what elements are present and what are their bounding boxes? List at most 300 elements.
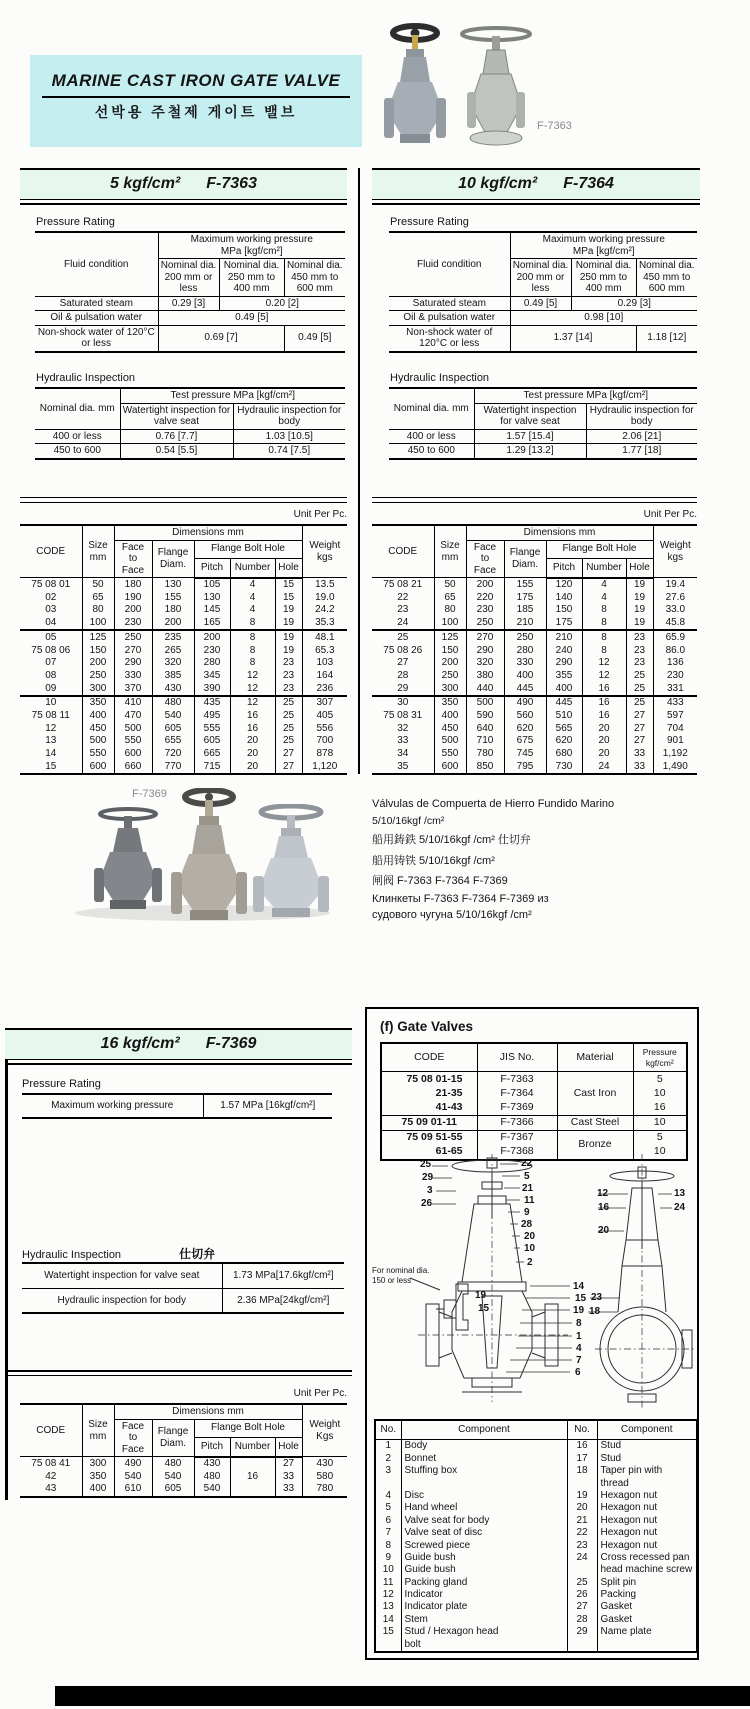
multilingual-description — [372, 798, 614, 926]
gate-valves-table — [380, 1042, 688, 1161]
table-cell: 450 to 600 — [35, 444, 120, 459]
table-cell: Flange Diam. — [152, 540, 194, 578]
table-cell: 1.73 MPa[17.6kgf/cm²] — [222, 1263, 344, 1288]
table-cell: 550 — [114, 735, 152, 748]
table-cell: Split pin — [597, 1577, 697, 1589]
table-cell: Stud / Hexagon head — [401, 1626, 567, 1638]
table-cell: Disc — [401, 1490, 567, 1502]
table-cell: Nominal dia. 450 mm to 600 mm — [636, 259, 697, 297]
band-pressure: 10 kgf/cm² — [458, 175, 538, 192]
table-row — [20, 657, 347, 670]
table-cell: 25 — [626, 696, 653, 710]
callout-number: 24 — [674, 1202, 686, 1213]
table-row — [381, 1043, 687, 1072]
header-box — [30, 55, 362, 147]
table-row — [381, 1115, 687, 1130]
table-cell: 400 or less — [389, 429, 474, 444]
table-cell: 0.74 [7.5] — [233, 444, 345, 459]
table-cell: 555 — [194, 722, 230, 735]
table-row — [375, 1490, 697, 1502]
callout-number: 12 — [597, 1188, 609, 1199]
table-cell: 16 — [567, 1440, 597, 1453]
pressure-rating-table-f7364 — [389, 231, 697, 353]
table-cell: 8 — [230, 617, 275, 631]
table-cell: Flange Bolt Hole — [194, 540, 302, 558]
table-cell: 75 08 11 — [20, 709, 82, 722]
callout-number: 3 — [427, 1185, 433, 1196]
table-cell: 0.49 [5] — [158, 311, 345, 326]
table-cell: 680 — [546, 747, 582, 760]
callout-number: 19 — [475, 1290, 487, 1301]
table-cell: 75 08 01 — [20, 578, 82, 592]
table-cell: 5 — [633, 1072, 687, 1087]
table-cell: 12 — [375, 1589, 401, 1601]
divider — [372, 497, 697, 498]
table-cell: Flange Bolt Hole — [546, 540, 653, 558]
table-cell: 440 — [466, 682, 504, 696]
table-cell: Hole — [275, 1437, 302, 1456]
table-row — [372, 722, 697, 735]
table-cell: 27 — [275, 760, 302, 774]
table-row — [20, 722, 347, 735]
table-cell: Pitch — [194, 558, 230, 577]
section-band-f7363 — [20, 168, 347, 200]
table-cell: 27 — [626, 722, 653, 735]
table-row — [372, 617, 697, 631]
table-cell: Taper pin with thread — [597, 1465, 697, 1490]
table-cell: 500 — [82, 735, 114, 748]
table-cell: 320 — [466, 657, 504, 670]
table-cell: Watertight inspection for valve seat — [474, 403, 586, 429]
table-cell: Guide bush — [401, 1552, 567, 1564]
table-cell: 435 — [194, 696, 230, 710]
table-cell: 8 — [230, 644, 275, 657]
table-cell: 75 08 41 — [20, 1457, 82, 1471]
table-row — [20, 1470, 347, 1483]
table-cell: 140 — [546, 591, 582, 604]
table-cell: 490 — [114, 1457, 152, 1471]
table-cell: 8 — [582, 604, 626, 617]
table-cell: 0.69 [7] — [158, 325, 284, 352]
table-row — [375, 1465, 697, 1490]
table-cell: Nominal dia. 200 mm or less — [510, 259, 571, 297]
table-cell: 250 — [466, 617, 504, 631]
table-cell: 270 — [466, 630, 504, 644]
table-cell: 19 — [567, 1490, 597, 1502]
table-cell: 21-35 — [381, 1086, 477, 1100]
table-cell: 120 — [546, 578, 582, 592]
table-cell: 25 — [626, 682, 653, 696]
table-cell: Flange Diam. — [152, 1419, 194, 1457]
table-cell: 103 — [302, 657, 347, 670]
table-cell: Nominal dia. 450 mm to 600 mm — [284, 259, 345, 297]
table-cell: Maximum working pressure MPa [kgf/cm²] — [158, 232, 345, 259]
table-row — [372, 657, 697, 670]
section-divider-line — [358, 168, 360, 774]
callout-number: 15 — [478, 1303, 490, 1314]
table-cell: Number — [230, 558, 275, 577]
table-cell: 27.6 — [653, 591, 697, 604]
table-cell: Watertight inspection for valve seat — [120, 403, 233, 429]
table-cell: 27 — [567, 1601, 597, 1613]
table-cell: 1.37 [14] — [510, 325, 636, 352]
table-cell: 27 — [275, 1457, 302, 1471]
table-cell: 50 — [82, 578, 114, 592]
table-cell: 25 — [275, 709, 302, 722]
table-cell: 200 — [114, 604, 152, 617]
table-cell: Material — [557, 1043, 633, 1072]
band-code: F-7364 — [563, 175, 614, 192]
unit-per-pc-label: Unit Per Pc. — [293, 509, 347, 520]
table-cell: Nominal dia. 200 mm or less — [158, 259, 219, 297]
table-row — [375, 1527, 697, 1539]
table-cell: 150 — [546, 604, 582, 617]
table-row — [20, 630, 347, 644]
table-cell: 22 — [567, 1527, 597, 1539]
table-cell: F-7364 — [477, 1086, 557, 1100]
table-cell: 8 — [230, 630, 275, 644]
table-cell: 0.98 [10] — [510, 311, 697, 326]
table-cell: Guide bush — [401, 1564, 567, 1576]
table-cell: 236 — [302, 682, 347, 696]
table-cell: 230 — [653, 669, 697, 682]
hydraulic-inspection-label: Hydraulic Inspection — [390, 372, 490, 384]
callout-number: 23 — [591, 1292, 603, 1303]
table-cell: Flange Bolt Hole — [194, 1419, 302, 1437]
table-cell: 24 — [582, 760, 626, 774]
table-cell: 09 — [20, 682, 82, 696]
table-cell: 10 — [633, 1145, 687, 1160]
table-cell: 175 — [504, 591, 546, 604]
table-cell: 15 — [375, 1626, 401, 1638]
table-row — [20, 760, 347, 774]
table-cell: 480 — [194, 1470, 230, 1483]
table-cell: 265 — [152, 644, 194, 657]
table-cell: 2.36 MPa[24kgf/cm²] — [222, 1288, 344, 1313]
table-cell: 33.0 — [653, 604, 697, 617]
table-row — [375, 1515, 697, 1527]
table-cell: 23 — [626, 630, 653, 644]
table-cell: 10 — [633, 1115, 687, 1130]
table-cell: 580 — [302, 1470, 347, 1483]
table-cell: 605 — [194, 735, 230, 748]
table-cell: 21 — [567, 1515, 597, 1527]
table-row — [381, 1072, 687, 1087]
table-cell: 105 — [194, 578, 230, 592]
table-cell: 620 — [546, 735, 582, 748]
table-cell: 300 — [82, 1457, 114, 1471]
callout-number: 22 — [521, 1158, 533, 1169]
table-cell: 370 — [114, 682, 152, 696]
table-cell: 490 — [504, 696, 546, 710]
table-cell: head machine screw — [597, 1564, 697, 1576]
table-cell: Hexagon nut — [597, 1490, 697, 1502]
table-cell: 28 — [372, 669, 434, 682]
table-cell: 19 — [626, 617, 653, 631]
band-code: F-7363 — [206, 175, 257, 192]
table-cell: 470 — [114, 709, 152, 722]
table-cell: 556 — [302, 722, 347, 735]
table-cell: 1.77 [18] — [586, 444, 697, 459]
table-cell: 33 — [626, 760, 653, 774]
table-cell: 33 — [275, 1483, 302, 1497]
table-cell: 155 — [504, 578, 546, 592]
table-cell: 23 — [626, 657, 653, 670]
table-cell: Stuffing box — [401, 1465, 567, 1490]
table-cell: 445 — [504, 682, 546, 696]
table-cell: 0.76 [7.7] — [120, 429, 233, 444]
callout-number: 2 — [527, 1257, 533, 1268]
table-cell: Nominal dia. mm — [389, 388, 474, 429]
table-cell: Hole — [626, 558, 653, 577]
table-cell: Bronze — [557, 1130, 633, 1160]
band-code: F-7369 — [205, 1035, 257, 1052]
table-cell: Nominal dia. 250 mm to 400 mm — [219, 259, 284, 297]
table-cell: Weight kgs — [302, 525, 347, 578]
table-cell: 710 — [466, 735, 504, 748]
section-band-f7364 — [372, 168, 700, 200]
table-cell: 03 — [20, 604, 82, 617]
table-cell: 6 — [375, 1515, 401, 1527]
page-title: MARINE CAST IRON GATE VALVE — [51, 71, 341, 90]
table-cell: Hexagon nut — [597, 1527, 697, 1539]
table-cell — [375, 1639, 401, 1652]
table-cell: 34 — [372, 747, 434, 760]
table-cell: CODE — [372, 525, 434, 578]
title-divider — [42, 96, 350, 98]
table-row — [375, 1614, 697, 1626]
table-cell: 10 — [20, 696, 82, 710]
table-cell: 18 — [567, 1465, 597, 1490]
table-cell: 655 — [152, 735, 194, 748]
table-cell: CODE — [381, 1043, 477, 1072]
table-cell: 13.5 — [302, 578, 347, 592]
table-cell: 345 — [194, 669, 230, 682]
table-cell: 8 — [582, 630, 626, 644]
table-cell: Weight kgs — [653, 525, 697, 578]
table-row — [20, 591, 347, 604]
hydraulic-inspection-table-f7363 — [35, 387, 345, 460]
description-jp: 船用鋳鉄 5/10/16kgf /cm² 仕切弁 — [372, 834, 531, 846]
table-cell: 280 — [194, 657, 230, 670]
table-cell: 145 — [194, 604, 230, 617]
table-cell: 5 — [375, 1502, 401, 1514]
table-cell: 8 — [582, 617, 626, 631]
table-cell: 14 — [375, 1614, 401, 1626]
table-cell: Stud — [597, 1453, 697, 1465]
table-cell: 16 — [230, 1457, 275, 1497]
table-cell: CODE — [20, 1404, 82, 1457]
table-cell: 235 — [152, 630, 194, 644]
band-pressure: 16 kgf/cm² — [100, 1035, 180, 1052]
table-cell: 17 — [567, 1453, 597, 1465]
table-cell: 715 — [194, 760, 230, 774]
table-cell: 780 — [466, 747, 504, 760]
table-cell: 29 — [567, 1626, 597, 1638]
section-border-line — [5, 1028, 8, 1500]
table-cell: 250 — [434, 669, 466, 682]
table-cell: Valve seat for body — [401, 1515, 567, 1527]
component-table — [374, 1419, 698, 1653]
table-cell: 250 — [82, 669, 114, 682]
table-cell: 450 — [82, 722, 114, 735]
table-cell: 24 — [372, 617, 434, 631]
callout-number: 15 — [575, 1293, 587, 1304]
table-row — [20, 735, 347, 748]
table-cell — [567, 1564, 597, 1576]
table-row — [372, 760, 697, 774]
table-cell: 165 — [194, 617, 230, 631]
table-cell: Bonnet — [401, 1453, 567, 1465]
description-es-2: 5/10/16kgf /cm² — [372, 814, 445, 827]
table-cell: F-7367 — [477, 1130, 557, 1145]
table-cell: 1,120 — [302, 760, 347, 774]
table-cell: Hexagon nut — [597, 1540, 697, 1552]
description-cn: 船用铸铁 5/10/16kgf /cm² — [372, 854, 495, 867]
table-cell: 75 08 31 — [372, 709, 434, 722]
table-cell: 33 — [626, 747, 653, 760]
table-cell: 730 — [546, 760, 582, 774]
callout-number: 6 — [575, 1367, 581, 1378]
table-cell: Hydraulic inspection for body — [233, 403, 345, 429]
table-cell: 200 — [194, 630, 230, 644]
valve-photo-tall — [166, 788, 252, 928]
table-cell: 185 — [504, 604, 546, 617]
callout-number: 19 — [573, 1305, 585, 1316]
table-cell: 597 — [653, 709, 697, 722]
table-cell: 8 — [582, 644, 626, 657]
table-cell: 24.2 — [302, 604, 347, 617]
description-ru-2: судового чугуна 5/10/16kgf /cm² — [372, 909, 532, 921]
hydraulic-inspection-table-f7369 — [22, 1262, 344, 1314]
table-cell: 210 — [546, 630, 582, 644]
table-cell: 300 — [434, 682, 466, 696]
callout-number: 29 — [422, 1172, 434, 1183]
table-cell: 20 — [230, 760, 275, 774]
table-cell: 10 — [375, 1564, 401, 1576]
table-cell: 130 — [152, 578, 194, 592]
table-cell: F-7368 — [477, 1145, 557, 1160]
unit-per-pc-label: Unit Per Pc. — [643, 509, 697, 520]
table-cell: 8 — [230, 657, 275, 670]
table-cell: 164 — [302, 669, 347, 682]
table-cell: 19 — [626, 604, 653, 617]
table-cell: 290 — [546, 657, 582, 670]
table-cell: 50 — [434, 578, 466, 592]
table-cell: 16 — [230, 709, 275, 722]
table-cell: 330 — [504, 657, 546, 670]
table-row — [20, 1457, 347, 1471]
table-cell: 0.49 [5] — [284, 325, 345, 352]
table-cell: Test pressure MPa [kgf/cm²] — [474, 388, 697, 403]
callout-number: 13 — [674, 1188, 686, 1199]
table-cell: 230 — [194, 644, 230, 657]
table-cell: 480 — [152, 1457, 194, 1471]
table-cell: 130 — [194, 591, 230, 604]
table-cell: 30 — [372, 696, 434, 710]
callout-number: 5 — [524, 1171, 530, 1182]
table-cell: 35.3 — [302, 617, 347, 631]
table-cell: 675 — [504, 735, 546, 748]
photo-label-f7369: F-7369 — [132, 788, 167, 800]
table-row — [372, 644, 697, 657]
table-cell: Stem — [401, 1614, 567, 1626]
table-cell: 0.54 [5.5] — [120, 444, 233, 459]
table-row — [372, 630, 697, 644]
table-cell: 16 — [582, 682, 626, 696]
table-cell: 540 — [194, 1483, 230, 1497]
callout-number: 7 — [576, 1355, 582, 1366]
callout-number: 20 — [524, 1231, 536, 1242]
table-cell: 430 — [194, 1457, 230, 1471]
table-row — [375, 1540, 697, 1552]
table-cell: 0.49 [5] — [510, 296, 571, 311]
table-row — [372, 735, 697, 748]
table-cell: 210 — [504, 617, 546, 631]
table-cell: 450 — [434, 722, 466, 735]
table-cell: 620 — [504, 722, 546, 735]
description-es: Válvulas de Compuerta de Hierro Fundido Marino — [372, 798, 615, 810]
table-row — [20, 696, 347, 710]
table-cell: 330 — [114, 669, 152, 682]
table-cell: 08 — [20, 669, 82, 682]
table-cell: 240 — [546, 644, 582, 657]
table-cell: 355 — [546, 669, 582, 682]
callout-number: 20 — [598, 1225, 610, 1236]
table-cell: 25 — [372, 630, 434, 644]
table-cell: 200 — [466, 578, 504, 592]
table-row — [20, 682, 347, 696]
table-cell: 13 — [375, 1601, 401, 1613]
table-row — [381, 1130, 687, 1145]
table-row — [20, 617, 347, 631]
table-cell: 15 — [20, 760, 82, 774]
table-cell: 125 — [434, 630, 466, 644]
callout-number: 9 — [524, 1207, 530, 1218]
table-row — [375, 1502, 697, 1514]
table-cell: 1.57 [15.4] — [474, 429, 586, 444]
callout-number: 26 — [421, 1198, 433, 1209]
table-cell: 4 — [582, 591, 626, 604]
band-underline — [5, 1063, 352, 1065]
table-cell: Size mm — [82, 525, 114, 578]
table-cell: 75 08 06 — [20, 644, 82, 657]
table-cell: Packing — [597, 1589, 697, 1601]
table-row — [372, 682, 697, 696]
table-cell: 600 — [82, 760, 114, 774]
table-cell: Component — [597, 1420, 697, 1440]
table-cell: 75 08 21 — [372, 578, 434, 592]
callout-number: 1 — [576, 1331, 582, 1342]
table-row — [372, 709, 697, 722]
table-row — [20, 669, 347, 682]
table-cell: 75 08 01-15 — [381, 1072, 477, 1087]
table-row — [20, 644, 347, 657]
table-cell: 400 — [546, 682, 582, 696]
table-cell: 25 — [275, 696, 302, 710]
table-cell: Flange Diam. — [504, 540, 546, 578]
table-cell: 250 — [114, 630, 152, 644]
table-row — [20, 578, 347, 592]
table-cell: 4 — [230, 604, 275, 617]
table-cell: 430 — [152, 682, 194, 696]
table-row — [375, 1601, 697, 1613]
divider — [20, 502, 347, 503]
table-cell: Nominal dia. 250 mm to 400 mm — [571, 259, 636, 297]
pressure-rating-table-f7363 — [35, 231, 345, 353]
table-row — [20, 747, 347, 760]
table-cell: Dimensions mm — [466, 525, 653, 540]
